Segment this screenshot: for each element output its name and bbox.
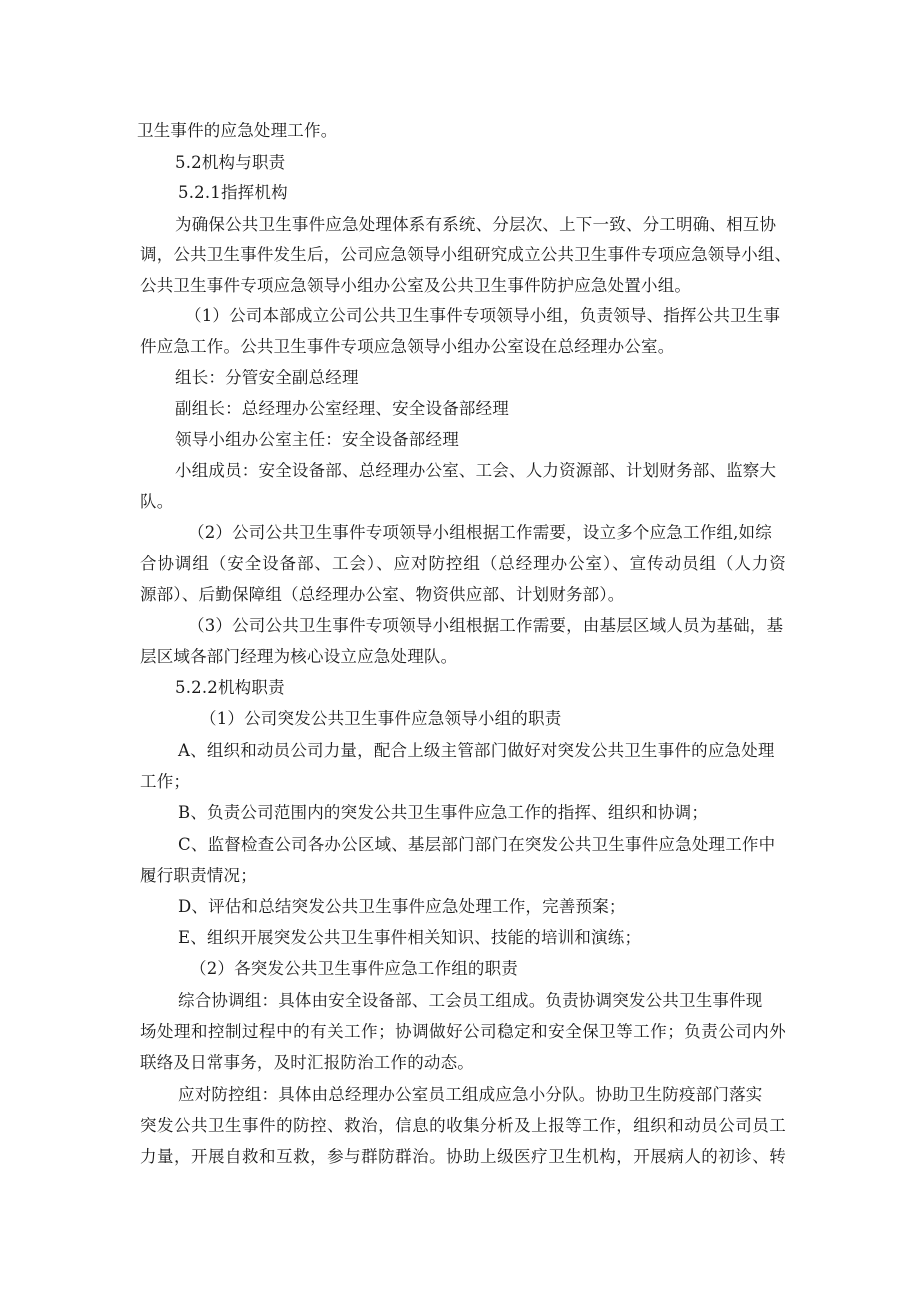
text-line: （3）公司公共卫生事件专项领导小组根据工作需要，由基层区域人员为基础，基 — [188, 616, 784, 635]
text-line: 队。 — [140, 492, 174, 511]
text-line: 调，公共卫生事件发生后，公司应急领导小组研究成立公共卫生事件专项应急领导小组、 — [140, 245, 792, 264]
text-line: 领导小组办公室主任：安全设备部经理 — [175, 430, 459, 449]
subsection-heading: 5.2.2机构职责 — [175, 678, 285, 697]
text-line: 联络及日常事务，及时汇报防治工作的动态。 — [140, 1053, 474, 1072]
text-line: 层区域各部门经理为核心设立应急处理队。 — [140, 647, 458, 666]
subsection-heading: 5.2.1指挥机构 — [178, 183, 288, 202]
section-heading: 5.2机构与职责 — [175, 153, 286, 172]
text-line: 小组成员：安全设备部、总经理办公室、工会、人力资源部、计划财务部、监察大 — [175, 461, 777, 480]
text-line: 场处理和控制过程中的有关工作；协调做好公司稳定和安全保卫等工作；负责公司内外 — [140, 1022, 786, 1041]
text-line: 件应急工作。公共卫生事件专项应急领导小组办公室设在总经理办公室。 — [140, 337, 675, 356]
text-line: （2）公司公共卫生事件专项领导小组根据工作需要，设立多个应急工作组,如综 — [188, 523, 772, 542]
text-line: C、监督检查公司各办公区域、基层部门部门在突发公共卫生事件应急处理工作中 — [178, 835, 776, 854]
text-line: （1）公司突发公共卫生事件应急领导小组的职责 — [200, 709, 562, 728]
text-line: 应对防控组：具体由总经理办公室员工组成应急小分队。协助卫生防疫部门落实 — [178, 1085, 763, 1104]
text-line: 卫生事件的应急处理工作。 — [137, 121, 338, 140]
text-line: D、评估和总结突发公共卫生事件应急处理工作，完善预案； — [178, 897, 626, 916]
text-line: 副组长：总经理办公室经理、安全设备部经理 — [175, 399, 509, 418]
text-line: 组长：分管安全副总经理 — [175, 368, 359, 387]
text-line: （2）各突发公共卫生事件应急工作组的职责 — [190, 959, 518, 978]
text-line: （1）公司本部成立公司公共卫生事件专项领导小组，负责领导、指挥公共卫生事 — [185, 306, 781, 325]
text-line: 综合协调组：具体由安全设备部、工会员工组成。负责协调突发公共卫生事件现 — [178, 991, 763, 1010]
text-line: 力量，开展自救和互救，参与群防群治。协助上级医疗卫生机构，开展病人的初诊、转 — [140, 1147, 786, 1166]
text-line: 公共卫生事件专项应急领导小组办公室及公共卫生事件防护应急处置小组。 — [140, 276, 692, 295]
text-line: 源部）、后勤保障组（总经理办公室、物资供应部、计划财务部）。 — [140, 585, 625, 604]
text-line: E、组织开展突发公共卫生事件相关知识、技能的培训和演练； — [178, 928, 642, 947]
text-line: 工作； — [140, 772, 191, 791]
text-line: 履行职责情况； — [140, 866, 257, 885]
text-line: 为确保公共卫生事件应急处理体系有系统、分层次、上下一致、分工明确、相互协 — [175, 215, 777, 234]
text-line: A、组织和动员公司力量，配合上级主管部门做好对突发公共卫生事件的应急处理 — [178, 741, 775, 760]
text-line: 合协调组（安全设备部、工会）、应对防控组（总经理办公室）、宣传动员组（人力资 — [140, 554, 786, 573]
text-line: B、负责公司范围内的突发公共卫生事件应急工作的指挥、组织和协调； — [178, 803, 709, 822]
text-line: 突发公共卫生事件的防控、救治，信息的收集分析及上报等工作，组织和动员公司员工 — [140, 1116, 786, 1135]
